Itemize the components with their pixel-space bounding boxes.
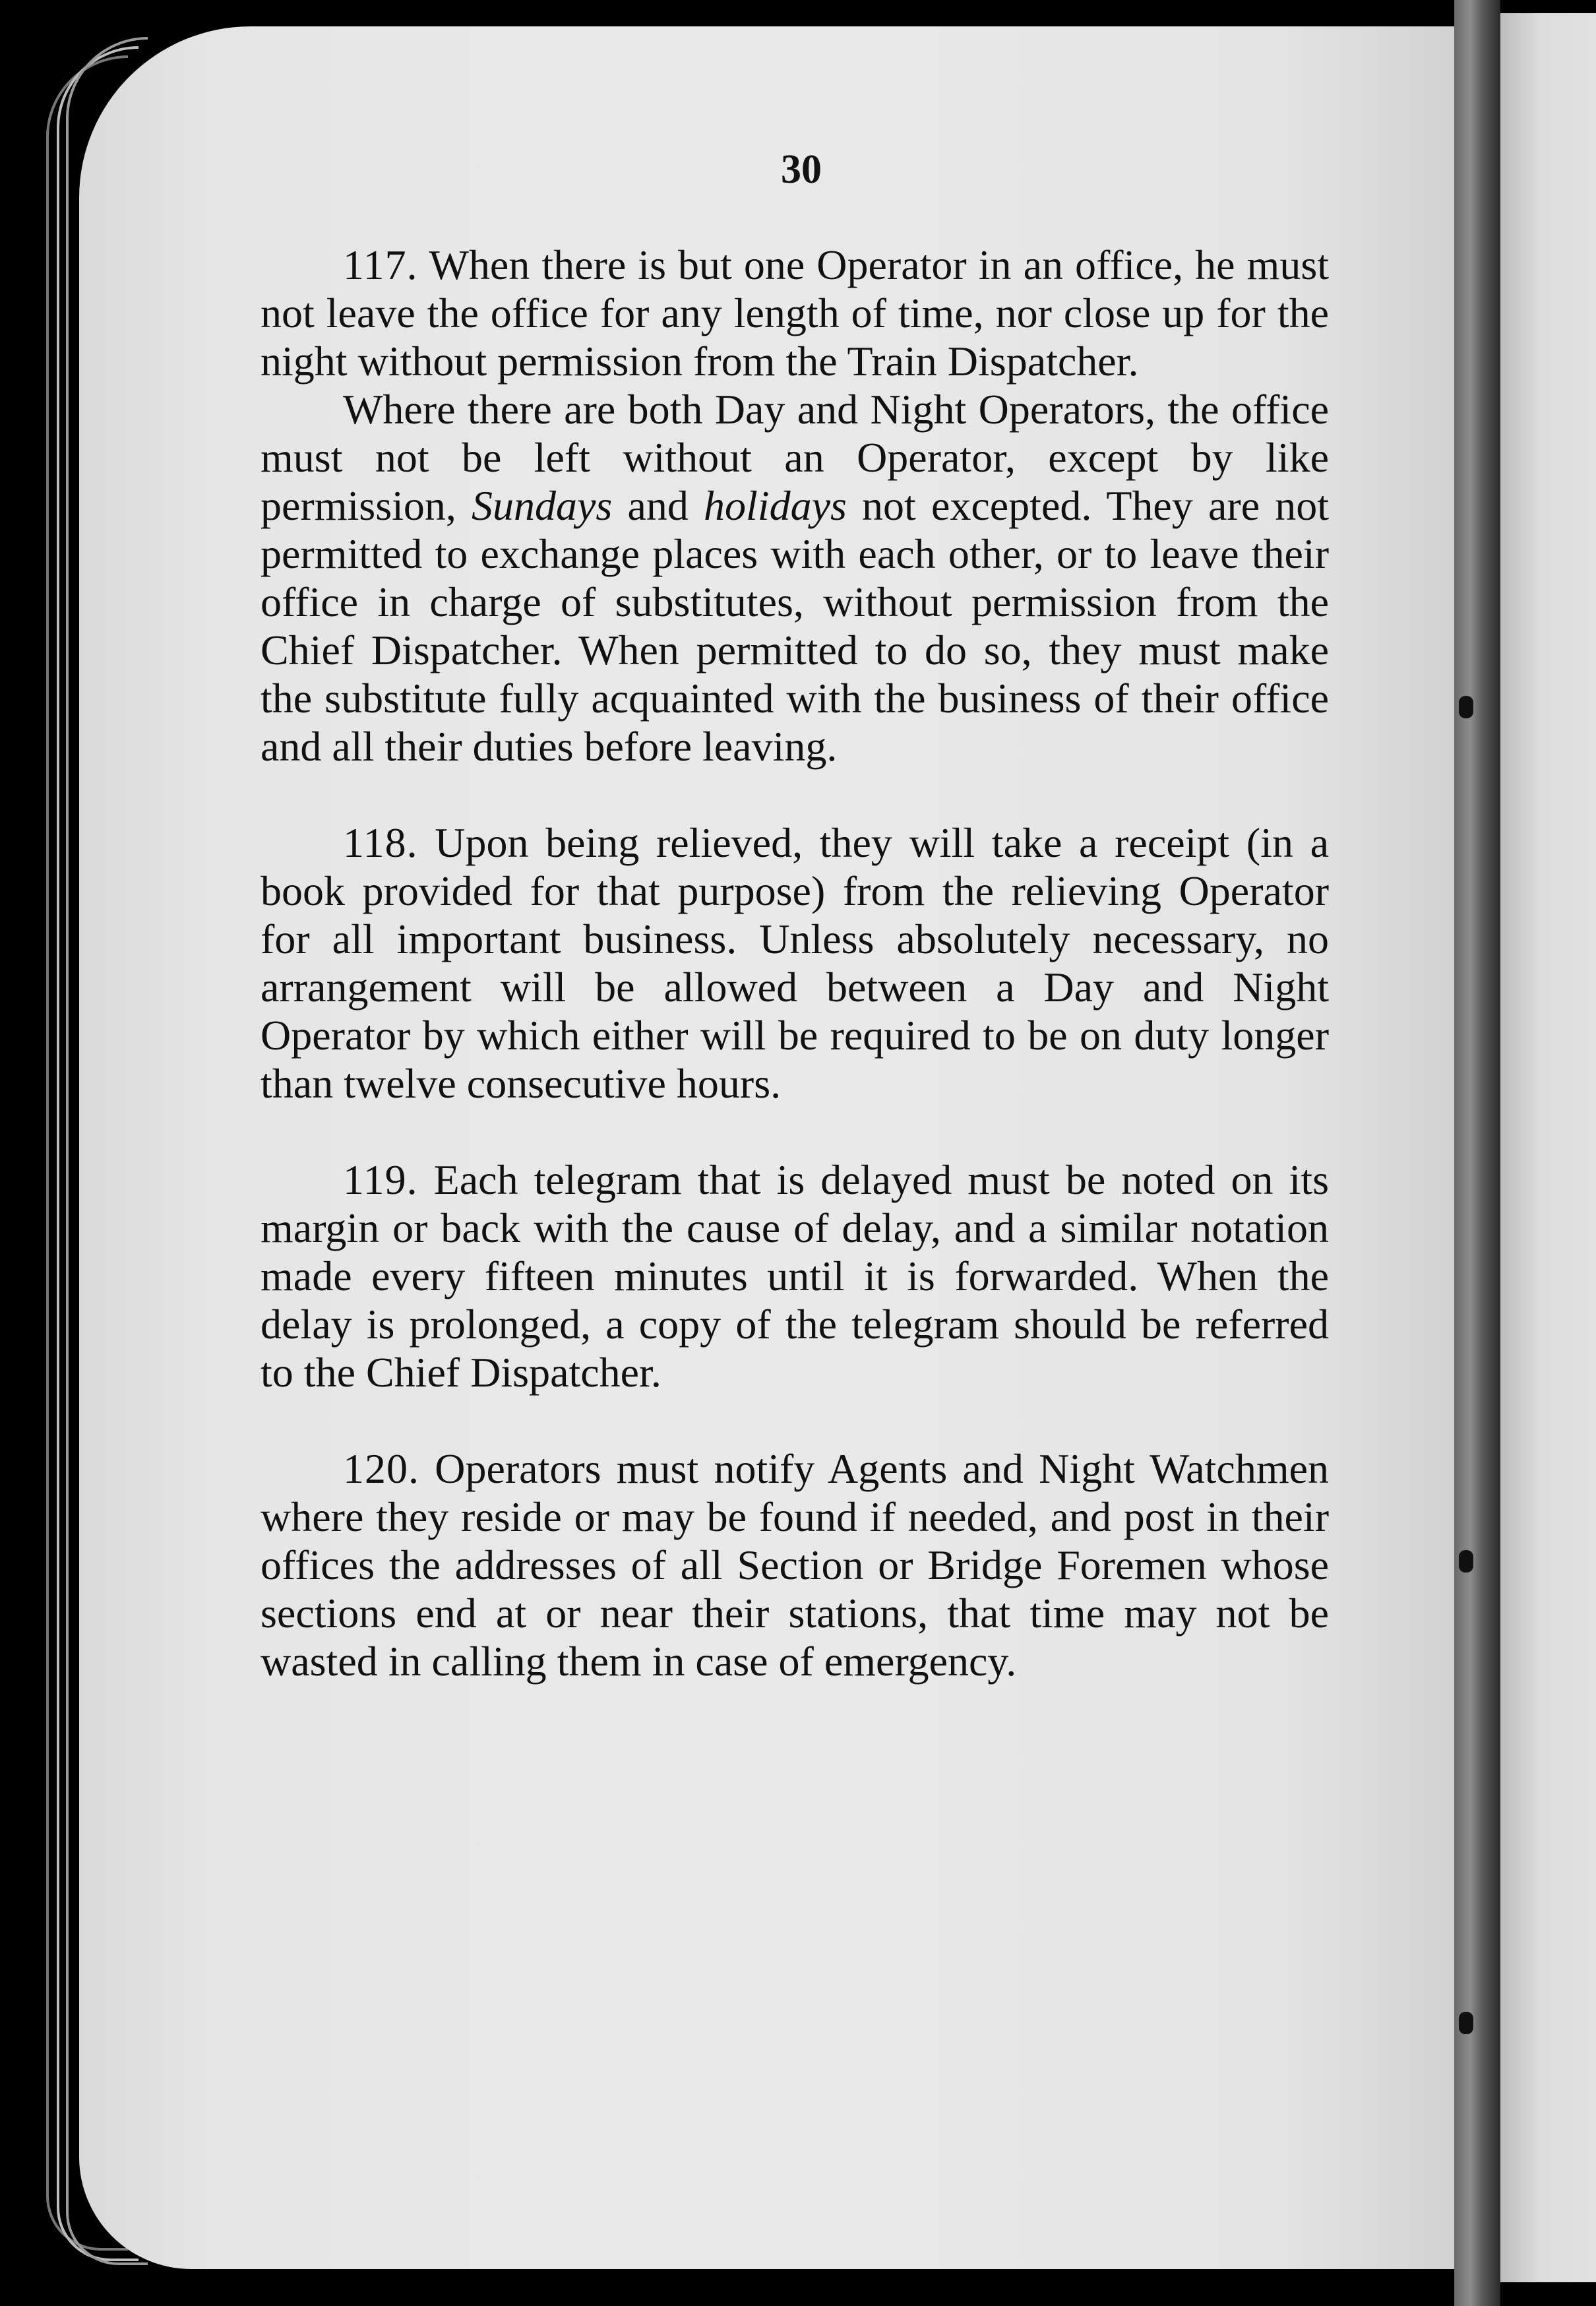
page-body (261, 241, 1329, 1685)
rule-117-continuation (261, 385, 1329, 770)
facing-page-edge (1500, 13, 1596, 2282)
italic-term: holidays (704, 482, 847, 529)
binding-stitch (1459, 2012, 1473, 2034)
rule-text: Where there are both Day and Night Operators, the office must not be left without an Operator, except by like permission, (261, 386, 1329, 529)
rule-text: Operators must notify Agents and Night Watchmen where they reside or may be found if needed, and post in their offices the addresses of all Section or Bridge Foremen whose sections end at or near their stations, that time may not be wasted in calling them in case of emergency. (261, 1445, 1330, 1685)
rule-text: Each telegram that is delayed must be noted on its margin or back with the cause of delay, and a similar notation made every fifteen minutes until it is forwarded. When the delay is prolonged, a copy of the telegram should be referred to the Chief Dispatcher. (261, 1156, 1330, 1396)
rule-number: 117. (343, 241, 418, 288)
rule-number: 120. (343, 1445, 419, 1492)
rule-117-paragraph (261, 241, 1329, 385)
rule-text: When there is but one Operator in an office, he must not leave the office for any length of time, nor close up for the night without permission from the Train Dispatcher. (261, 241, 1330, 385)
rule-number: 119. (343, 1156, 418, 1203)
rule-text: and (612, 482, 704, 529)
rule-number: 118. (343, 819, 418, 866)
book-gutter (1454, 0, 1500, 2306)
rule-118-paragraph (261, 819, 1329, 1107)
page-number: 30 (781, 147, 822, 192)
rule-119-paragraph (261, 1156, 1329, 1396)
binding-stitch (1459, 1550, 1473, 1573)
rule-120-paragraph (261, 1445, 1329, 1685)
rule-text: not excepted. They are not permitted to exchange places with each other, or to leave their office in charge of substitutes, without permission from the Chief Dispatcher. When permitted to do so, they must make the substitute fully acquainted with the business of their office and all their duties before leaving. (261, 482, 1330, 770)
italic-term: Sundays (472, 482, 613, 529)
rule-text: Upon being relieved, they will take a receipt (in a book provided for that purpose) from the relieving Operator for all important business. Unless absolutely necessary, no arrangement will be allowed between a Day and Night Operator by which either will be required to be on duty longer than twelve consecutive hours. (261, 819, 1330, 1107)
binding-stitch (1459, 696, 1473, 718)
